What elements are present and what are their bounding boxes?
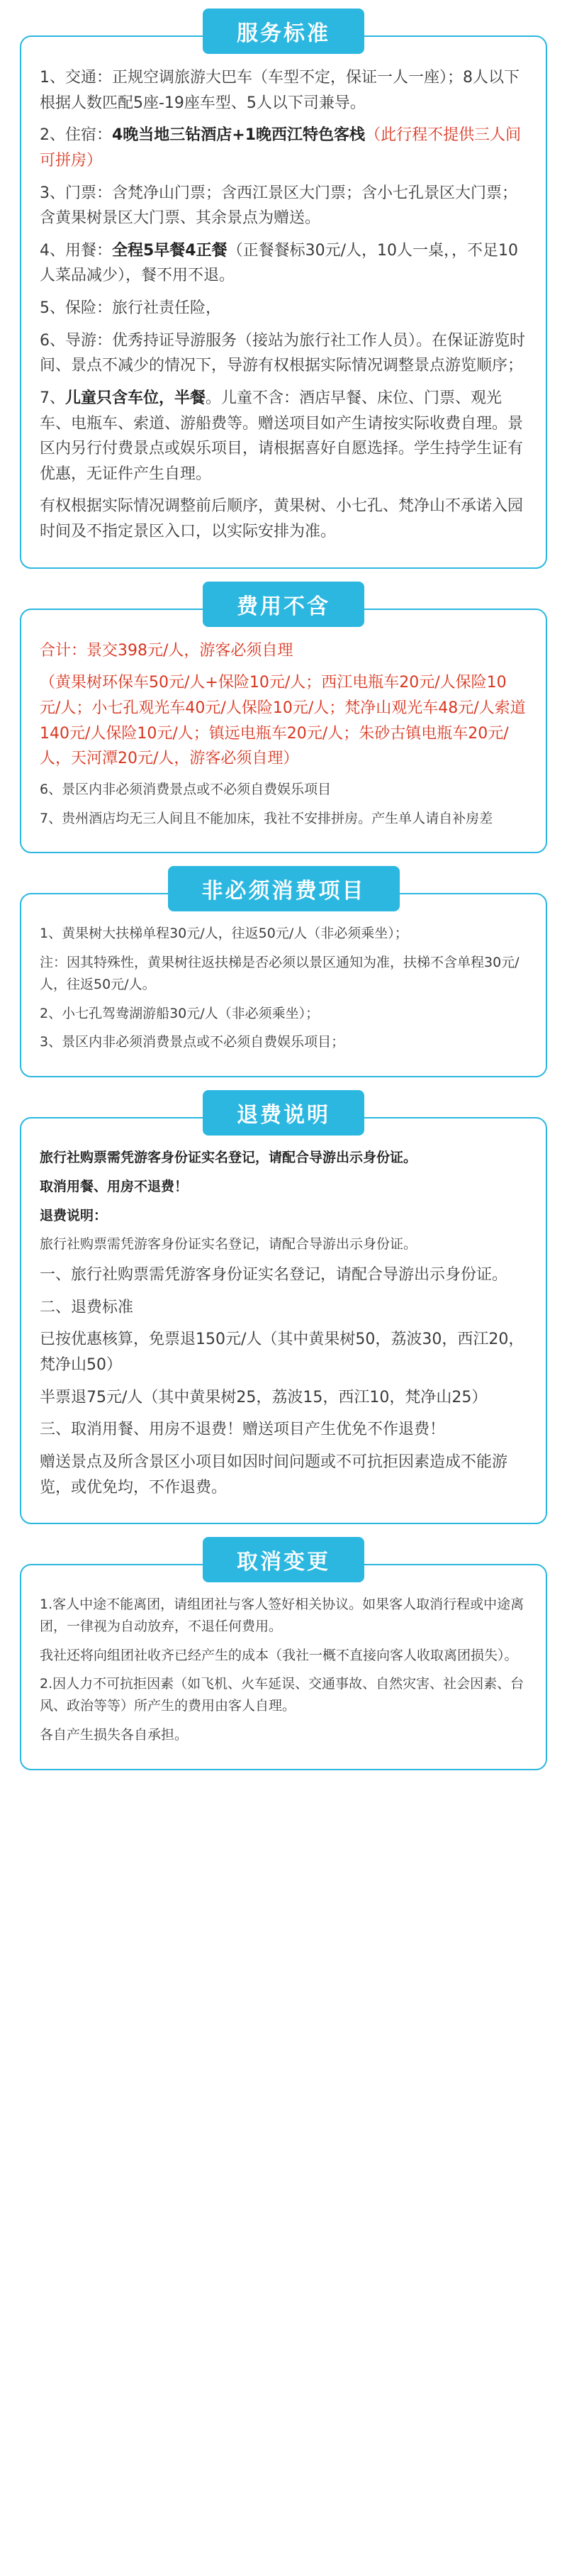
hotel-bold: 4晚当地三钻酒店+1晚西江特色客栈 bbox=[112, 126, 366, 145]
refund-p10: 赠送景点及所含景区小项目如因时间问题或不可抗拒因素造成不能游览，或优免均，不作退费。 bbox=[40, 1453, 508, 1497]
optional-item2: 2、小七孔驾鸯湖游船30元/人（非必须乘坐）； bbox=[40, 1005, 320, 1021]
service-guide: 6、导游：优秀持证导游服务（接站为旅行社工作人员）。在保证游览时间、景点不减少的情况下，导游有权根据实际情况调整景点游览顺序； bbox=[40, 331, 525, 375]
optional-section bbox=[20, 866, 547, 1077]
excluded-item7: 7、贵州酒店均无三人间且不能加床，我社不安排拼房。产生单人请自补房差 bbox=[40, 810, 493, 826]
service-meal bbox=[40, 238, 527, 289]
page bbox=[0, 9, 567, 1804]
service-insurance: 5、保险：旅行社责任险， bbox=[40, 299, 221, 317]
cancel-p4: 各自产生损失各自承担。 bbox=[40, 1727, 189, 1743]
service-title: 服务标准 bbox=[203, 9, 364, 54]
excluded-box bbox=[20, 609, 547, 854]
refund-title: 退费说明 bbox=[203, 1090, 364, 1136]
excluded-section bbox=[20, 582, 547, 854]
service-box bbox=[20, 35, 547, 569]
cancel-p2: 我社还将向组团社收齐已经产生的成本（我社一概不直接向客人收取离团损失）。 bbox=[40, 1647, 518, 1663]
refund-p7: 已按优惠核算，免票退150元/人（其中黄果树50，荔波30，西江20，梵净山50） bbox=[40, 1331, 524, 1375]
refund-p2: 取消用餐、用房不退费！ bbox=[40, 1178, 189, 1194]
refund-p3: 退费说明： bbox=[40, 1207, 108, 1223]
service-hotel bbox=[40, 123, 527, 173]
refund-section bbox=[20, 1090, 547, 1524]
optional-item1: 1、黄果树大扶梯单程30元/人，往返50元/人（非必须乘坐）； bbox=[40, 926, 408, 942]
hotel-red: （此行程不提供三人间可拼房） bbox=[40, 126, 522, 170]
child-bold: 儿童只含车位，半餐 bbox=[65, 389, 206, 407]
meal-prefix: 4、用餐： bbox=[40, 241, 112, 260]
service-ticket: 3、门票：含梵净山门票；含西江景区大门票；含小七孔景区大门票；含黄果树景区大门票、其余景点为赠送。 bbox=[40, 184, 517, 228]
service-traffic: 1、交通：正规空调旅游大巴车（车型不定，保证一人一座）；8人以下根据人数匹配5座-19座车型、5人以下司兼导。 bbox=[40, 69, 520, 112]
excluded-item6: 6、景区内非必须消费景点或不必须自费娱乐项目 bbox=[40, 781, 332, 797]
cancel-p3: 2.因人力不可抗拒因素（如飞机、火车延误、交通事故、自然灾害、社会因素、台风、政治等等）所产生的费用由客人自理。 bbox=[40, 1676, 524, 1714]
cancel-p1: 1.客人中途不能离团，请组团社与客人签好相关协议。如果客人取消行程或中途离团，一律视为自动放弃，不退任何费用。 bbox=[40, 1597, 524, 1634]
optional-note: 注：因其特殊性，黄果树往返扶梯是否必须以景区通知为准，扶梯不含单程30元/人，往返50元/人。 bbox=[40, 955, 520, 992]
excluded-total: 合计：景交398元/人，游客必须自理 bbox=[40, 641, 293, 660]
optional-item3: 3、景区内非必须消费景点或不必须自费娱乐项目； bbox=[40, 1034, 345, 1050]
optional-box bbox=[20, 893, 547, 1077]
refund-p1: 旅行社购票需凭游客身份证实名登记，请配合导游出示身份证。 bbox=[40, 1150, 417, 1166]
meal-rest: （正餐餐标30元/人，10人一桌，，不足10人菜品减少），餐不用不退。 bbox=[40, 241, 519, 285]
optional-title: 非必须消费项目 bbox=[168, 866, 400, 911]
refund-p6: 二、退费标准 bbox=[40, 1298, 134, 1316]
refund-p5: 一、旅行社购票需凭游客身份证实名登记，请配合导游出示身份证。 bbox=[40, 1266, 508, 1284]
excluded-detail: （黄果树环保车50元/人+保险10元/人；西江电瓶车20元/人保险10元/人；小七孔观光车40元/人保险10元/人；梵净山观光车48元/人索道140元/人保险10元/人；镇远电瓶车20元/人；朱砂古镇电瓶车20元/人，天河潭20元/人，游客必须自理） bbox=[40, 674, 526, 768]
child-prefix: 7、 bbox=[40, 389, 65, 407]
cancel-title: 取消变更 bbox=[203, 1537, 364, 1582]
refund-p9: 三、取消用餐、用房不退费！赠送项目产生优免不作退费！ bbox=[40, 1421, 446, 1439]
meal-bold: 全程5早餐4正餐 bbox=[112, 241, 228, 260]
cancel-box bbox=[20, 1564, 547, 1770]
service-child bbox=[40, 386, 527, 487]
excluded-title: 费用不含 bbox=[203, 582, 364, 627]
service-section bbox=[20, 9, 547, 569]
cancel-section bbox=[20, 1537, 547, 1770]
hotel-prefix: 2、住宿： bbox=[40, 126, 112, 145]
refund-p4: 旅行社购票需凭游客身份证实名登记，请配合导游出示身份证。 bbox=[40, 1236, 417, 1253]
service-note: 有权根据实际情况调整前后顺序，黄果树、小七孔、梵净山不承诺入园时间及不指定景区入口，以实际安排为准。 bbox=[40, 497, 524, 540]
refund-box bbox=[20, 1117, 547, 1524]
refund-p8: 半票退75元/人（其中黄果树25，荔波15，西江10，梵净山25） bbox=[40, 1388, 488, 1406]
child-rest: 。儿童不含：酒店早餐、床位、门票、观光车、电瓶车、索道、游船费等。赠送项目如产生请按实际收费自理。景区内另行付费景点或娱乐项目，请根据喜好自愿选择。学生持学生证有优惠，无证件产生自理。 bbox=[40, 389, 524, 483]
